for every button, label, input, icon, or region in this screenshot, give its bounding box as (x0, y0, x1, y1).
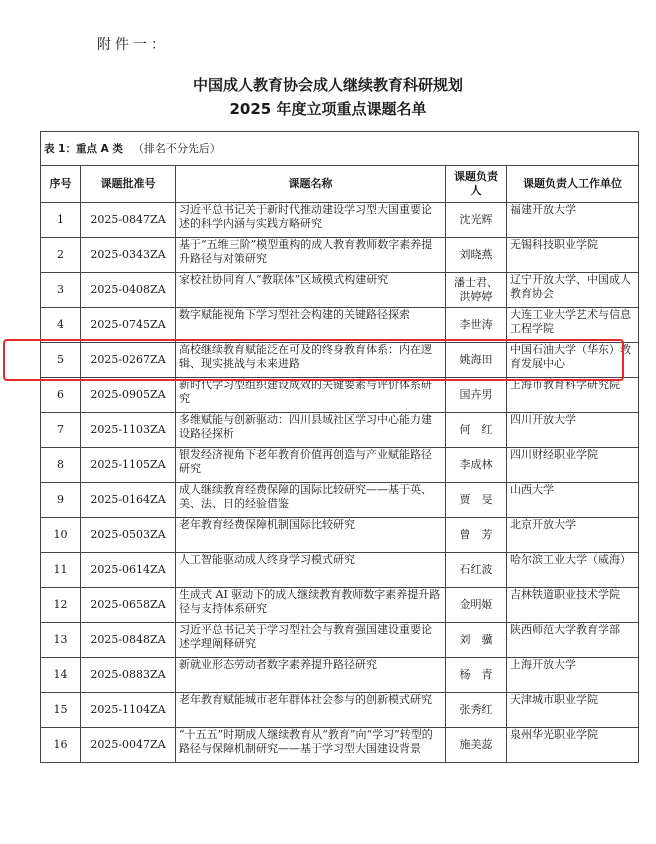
cell-name: 家校社协同育人“教联体”区域模式构建研究 (176, 273, 446, 308)
cell-unit: 北京开放大学 (507, 518, 639, 553)
cell-name: 多维赋能与创新驱动：四川县域社区学习中心能力建设路径探析 (176, 413, 446, 448)
cell-person: 石红波 (446, 553, 507, 588)
table-caption-note: （排名不分先后） (132, 141, 221, 155)
cell-person: 贾 旻 (446, 483, 507, 518)
cell-code: 2025-1103ZA (81, 413, 176, 448)
cell-code: 2025-0745ZA (81, 308, 176, 343)
table-row (41, 553, 639, 588)
table-row (41, 413, 639, 448)
cell-no: 13 (41, 623, 81, 658)
cell-no: 4 (41, 308, 81, 343)
table-header-row (41, 166, 639, 203)
cell-unit: 四川开放大学 (507, 413, 639, 448)
cell-unit: 上海市教育科学研究院 (507, 378, 639, 413)
cell-unit: 无锡科技职业学院 (507, 238, 639, 273)
cell-name: 老年教育赋能城市老年群体社会参与的创新模式研究 (176, 693, 446, 728)
table-caption-label: 表 1：重点 A 类 (44, 142, 123, 155)
cell-no: 9 (41, 483, 81, 518)
table-row (41, 448, 639, 483)
cell-code: 2025-0267ZA (81, 343, 176, 378)
cell-code: 2025-0047ZA (81, 728, 176, 763)
cell-name: “十五五”时期成人继续教育从“教育”向“学习”转型的路径与保障机制研究——基于学习型大国建设背景 (176, 728, 446, 763)
cell-person: 刘晓燕 (446, 238, 507, 273)
cell-name: 基于“五维三阶”模型重构的成人教育教师数字素养提升路径与对策研究 (176, 238, 446, 273)
document-title-line1: 中国成人教育协会成人继续教育科研规划 (192, 76, 463, 94)
cell-unit: 吉林铁道职业技术学院 (507, 588, 639, 623)
cell-no: 6 (41, 378, 81, 413)
header-unit: 课题负责人工作单位 (507, 166, 639, 203)
cell-no: 12 (41, 588, 81, 623)
table-row (41, 378, 639, 413)
cell-code: 2025-0408ZA (81, 273, 176, 308)
cell-name: 银发经济视角下老年教育价值再创造与产业赋能路径研究 (176, 448, 446, 483)
table-row (41, 308, 639, 343)
cell-unit: 泉州华光职业学院 (507, 728, 639, 763)
cell-unit: 中国石油大学（华东）教育发展中心 (507, 343, 639, 378)
table-row (41, 238, 639, 273)
cell-person: 施美蕊 (446, 728, 507, 763)
cell-person: 李成林 (446, 448, 507, 483)
cell-no: 11 (41, 553, 81, 588)
table-row (41, 518, 639, 553)
cell-no: 8 (41, 448, 81, 483)
cell-unit: 福建开放大学 (507, 203, 639, 238)
table-row (41, 588, 639, 623)
cell-code: 2025-0164ZA (81, 483, 176, 518)
cell-unit: 陕西师范大学教育学部 (507, 623, 639, 658)
cell-name: 数字赋能视角下学习型社会构建的关键路径探索 (176, 308, 446, 343)
cell-person: 张秀红 (446, 693, 507, 728)
cell-code: 2025-0658ZA (81, 588, 176, 623)
cell-code: 2025-0503ZA (81, 518, 176, 553)
table-row (41, 658, 639, 693)
document-title-line2: 2025 年度立项重点课题名单 (229, 100, 427, 118)
cell-name: 新时代学习型组织建设成效的关键要素与评价体系研究 (176, 378, 446, 413)
cell-person: 潘士君、洪婷婷 (446, 273, 507, 308)
table-row (41, 693, 639, 728)
cell-no: 16 (41, 728, 81, 763)
cell-code: 2025-0614ZA (81, 553, 176, 588)
table-row (41, 728, 639, 763)
cell-unit: 上海开放大学 (507, 658, 639, 693)
header-no: 序号 (41, 166, 81, 203)
cell-person: 杨 青 (446, 658, 507, 693)
cell-name: 高校继续教育赋能泛在可及的终身教育体系：内在逻辑、现实挑战与未来进路 (176, 343, 446, 378)
table-caption-row (41, 132, 639, 166)
cell-unit: 天津城市职业学院 (507, 693, 639, 728)
header-name: 课题名称 (176, 166, 446, 203)
cell-no: 7 (41, 413, 81, 448)
cell-unit: 山西大学 (507, 483, 639, 518)
header-code: 课题批准号 (81, 166, 176, 203)
table-row (41, 273, 639, 308)
table-caption (41, 132, 639, 166)
cell-no: 5 (41, 343, 81, 378)
table-row (41, 483, 639, 518)
cell-code: 2025-0847ZA (81, 203, 176, 238)
cell-person: 李世涛 (446, 308, 507, 343)
cell-person: 金明姬 (446, 588, 507, 623)
cell-no: 2 (41, 238, 81, 273)
cell-no: 15 (41, 693, 81, 728)
highlight-box (3, 339, 624, 381)
cell-no: 1 (41, 203, 81, 238)
cell-name: 习近平总书记关于学习型社会与教育强国建设重要论述学理阐释研究 (176, 623, 446, 658)
cell-name: 生成式 AI 驱动下的成人继续教育教师数字素养提升路径与支持体系研究 (176, 588, 446, 623)
cell-code: 2025-0883ZA (81, 658, 176, 693)
cell-name: 人工智能驱动成人终身学习模式研究 (176, 553, 446, 588)
cell-person: 姚海田 (446, 343, 507, 378)
cell-unit: 大连工业大学艺术与信息工程学院 (507, 308, 639, 343)
cell-person: 沈光辉 (446, 203, 507, 238)
table-row (41, 203, 639, 238)
cell-no: 14 (41, 658, 81, 693)
cell-code: 2025-1104ZA (81, 693, 176, 728)
cell-code: 2025-0343ZA (81, 238, 176, 273)
cell-name: 新就业形态劳动者数字素养提升路径研究 (176, 658, 446, 693)
cell-name: 老年教育经费保障机制国际比较研究 (176, 518, 446, 553)
cell-person: 何 红 (446, 413, 507, 448)
project-list-table (40, 131, 639, 763)
cell-person: 曾 芳 (446, 518, 507, 553)
table-row (41, 623, 639, 658)
header-person: 课题负责人 (446, 166, 507, 203)
cell-name: 习近平总书记关于新时代推动建设学习型大国重要论述的科学内涵与实践方略研究 (176, 203, 446, 238)
cell-no: 10 (41, 518, 81, 553)
cell-unit: 哈尔滨工业大学（威海） (507, 553, 639, 588)
cell-no: 3 (41, 273, 81, 308)
cell-code: 2025-0848ZA (81, 623, 176, 658)
cell-code: 2025-0905ZA (81, 378, 176, 413)
cell-code: 2025-1105ZA (81, 448, 176, 483)
cell-person: 刘 骥 (446, 623, 507, 658)
attachment-label: 附件一： (97, 37, 169, 53)
cell-name: 成人继续教育经费保障的国际比较研究——基于英、美、法、日的经验借鉴 (176, 483, 446, 518)
cell-unit: 四川财经职业学院 (507, 448, 639, 483)
cell-unit: 辽宁开放大学、中国成人教育协会 (507, 273, 639, 308)
cell-person: 国卉男 (446, 378, 507, 413)
